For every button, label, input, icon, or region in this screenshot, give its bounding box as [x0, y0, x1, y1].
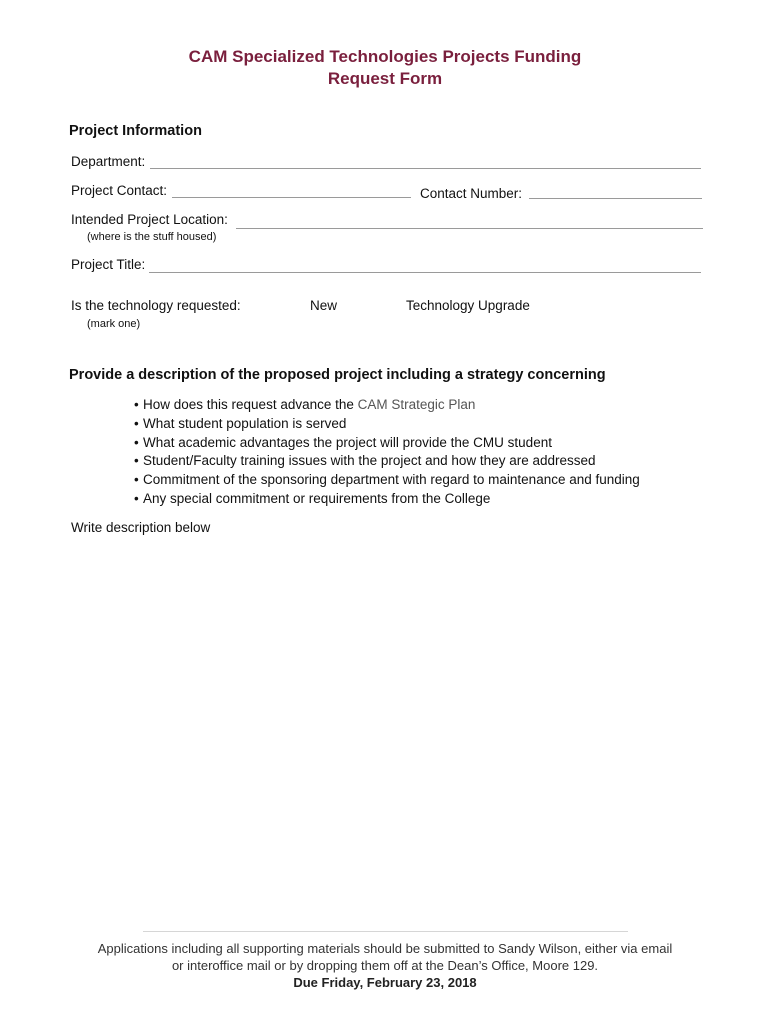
bullet-icon: •: [134, 397, 139, 412]
bullet-icon: •: [134, 415, 139, 431]
project-contact-field[interactable]: [172, 179, 411, 198]
bullet-text: Commitment of the sponsoring department with regard to maintenance and funding: [143, 472, 640, 488]
project-location-field[interactable]: [236, 210, 703, 229]
project-location-note: (where is the stuff housed): [87, 231, 217, 243]
list-item: [134, 490, 640, 509]
bullet-text: What student population is served: [143, 415, 347, 431]
form-title: [0, 46, 770, 90]
write-description-label: Write description below: [71, 520, 211, 535]
mark-one-note: (mark one): [87, 318, 141, 330]
bullet-icon: •: [134, 453, 139, 469]
form-title-line1: CAM Specialized Technologies Projects Funding: [188, 47, 582, 66]
project-information-heading: Project Information: [69, 123, 202, 139]
bullet-icon: •: [134, 490, 139, 506]
bullet-icon: •: [134, 472, 139, 488]
project-location-label: Intended Project Location:: [71, 212, 228, 227]
option-new[interactable]: New: [310, 298, 338, 313]
footer-line1: Applications including all supporting materials should be submitted to Sandy Wilson, either via email: [97, 941, 673, 956]
option-technology-upgrade[interactable]: Technology Upgrade: [406, 298, 530, 313]
list-item: [134, 452, 640, 471]
cam-strategic-plan-link[interactable]: CAM Strategic Plan: [357, 397, 476, 412]
bullet-text: What academic advantages the project will provide the CMU student: [143, 434, 552, 450]
technology-question: Is the technology requested:: [71, 298, 241, 313]
description-bullet-list: [134, 396, 640, 509]
list-item: [134, 471, 640, 490]
submission-instructions: [0, 940, 770, 991]
due-date: Due Friday, February 23, 2018: [293, 975, 477, 990]
list-item: [134, 415, 640, 434]
project-title-field[interactable]: [149, 254, 701, 273]
contact-number-field[interactable]: [529, 180, 702, 199]
description-text-area[interactable]: [71, 545, 701, 915]
department-label: Department:: [71, 154, 146, 169]
bullet-text: Any special commitment or requirements from the College: [143, 490, 491, 506]
footer-line2: or interoffice mail or by dropping them off at the Dean’s Office, Moore 129.: [171, 958, 599, 973]
department-field[interactable]: [150, 150, 701, 169]
description-heading: Provide a description of the proposed project including a strategy concerning: [69, 367, 606, 383]
bullet-icon: •: [134, 434, 139, 450]
form-title-line2: Request Form: [327, 69, 443, 88]
list-item: [134, 434, 640, 453]
contact-number-label: Contact Number:: [420, 186, 523, 201]
project-contact-label: Project Contact:: [71, 183, 168, 198]
bullet-text: Student/Faculty training issues with the project and how they are addressed: [143, 453, 596, 469]
footer-divider: [143, 931, 628, 932]
list-item: [134, 396, 640, 415]
bullet-text: How does this request advance the: [143, 397, 358, 412]
project-title-label: Project Title:: [71, 257, 146, 272]
